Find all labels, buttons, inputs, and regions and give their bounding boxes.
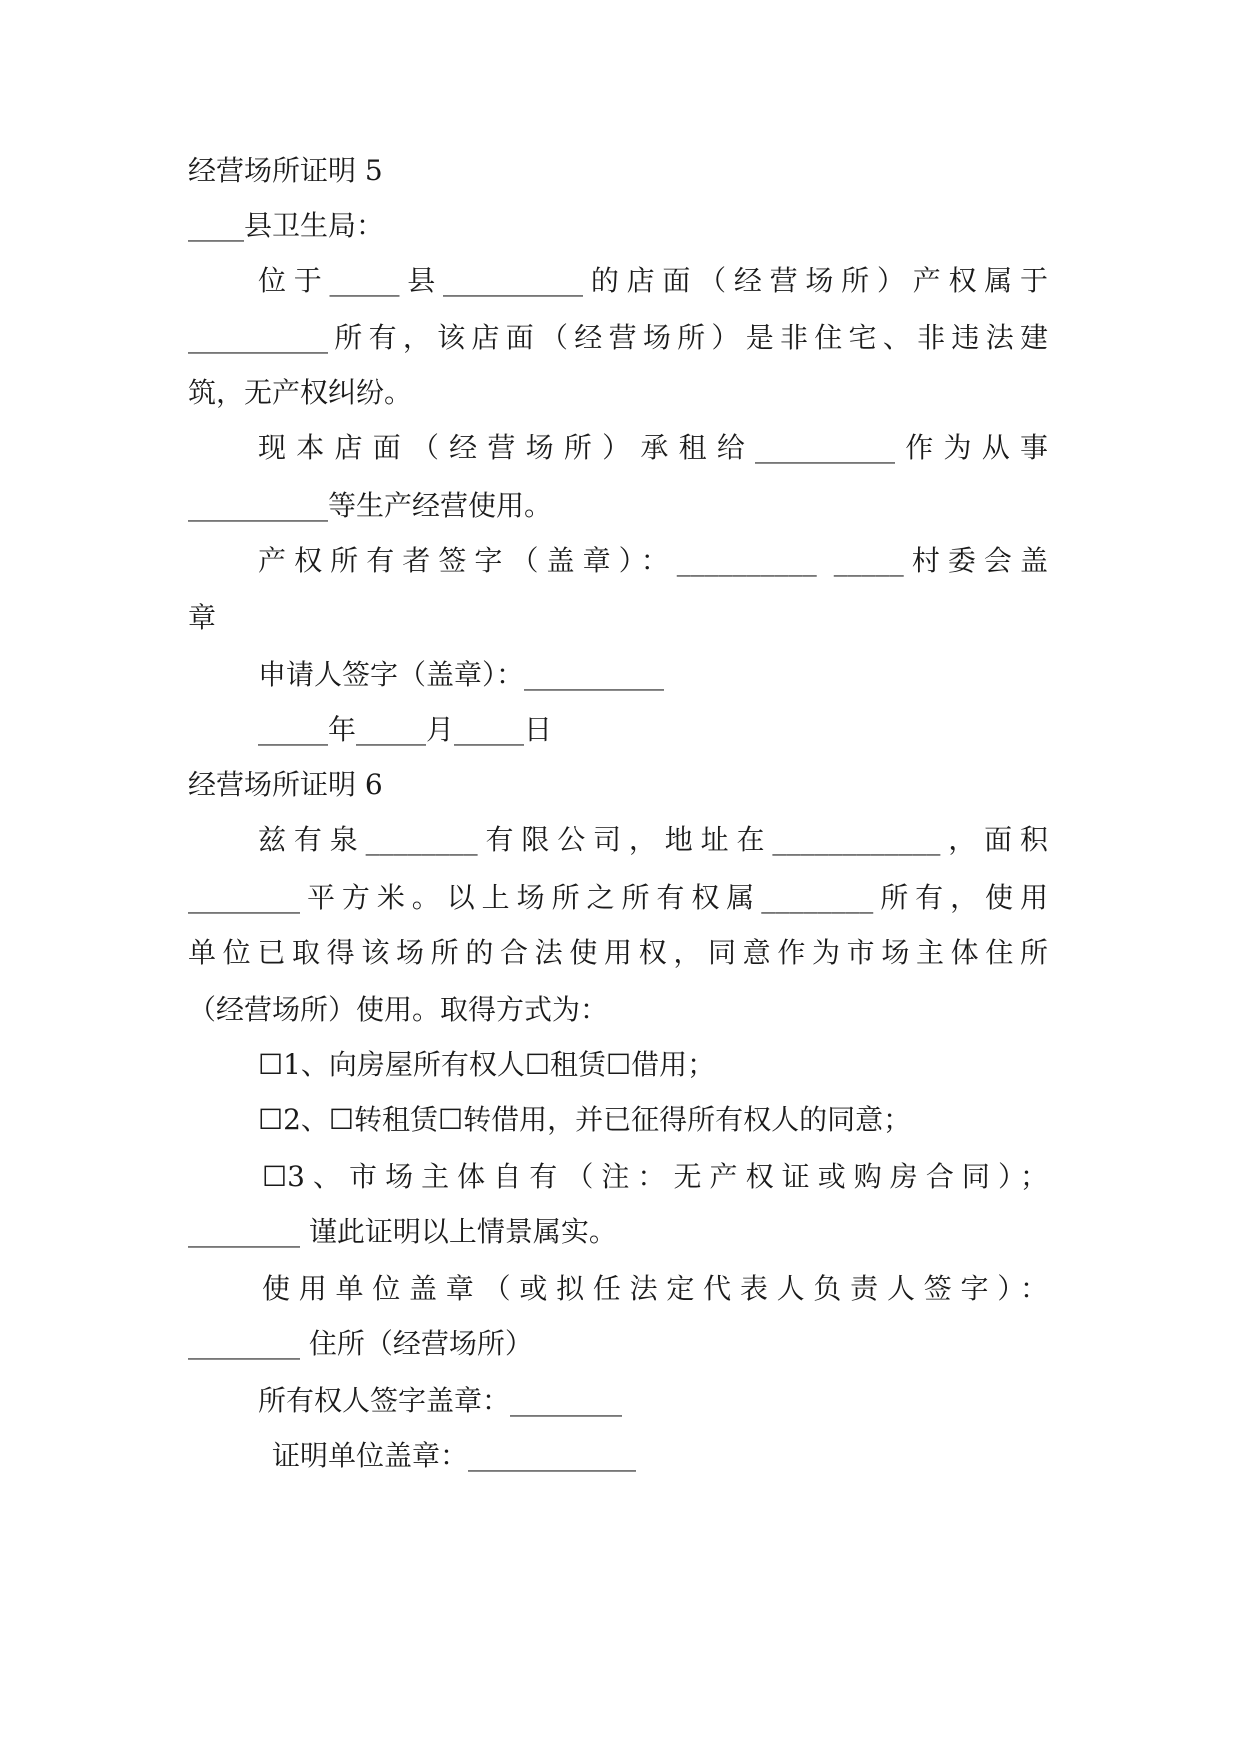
section6-title: 经营场所证明 6 bbox=[188, 768, 383, 801]
section5-para1-line3: 筑，无产权纠纷。 bbox=[188, 376, 413, 409]
section5-para2-line1: 现本店面（经营场所）承租给__________作为从事 bbox=[258, 431, 1048, 464]
section6-para1-line1: 兹有泉________有限公司，地址在____________，面积 bbox=[258, 823, 1048, 856]
section6-certify: ________ 谨此证明以上情景属实。 bbox=[188, 1215, 617, 1248]
section5-para1-line1: 位于_____县__________的店面（经营场所）产权属于 bbox=[258, 264, 1048, 297]
section6-para1-line2: ________平方米。以上场所之所有权属________所有，使用 bbox=[188, 881, 1048, 914]
section5-title: 经营场所证明 5 bbox=[188, 154, 383, 187]
section6-para1-line4: （经营场所）使用。取得方式为： bbox=[188, 993, 609, 1026]
section5-para3-line1: 产权所有者签字（盖章）：__________ _____村委会盖 bbox=[258, 544, 1048, 577]
section6-para1-line3: 单位已取得该场所的合法使用权，同意作为市场主体住所 bbox=[188, 936, 1048, 969]
section5-applicant-sign: 申请人签字（盖章）：__________ bbox=[258, 658, 665, 691]
section6-option2: ☐2、☐转租赁☐转借用，并已征得所有权人的同意； bbox=[258, 1103, 912, 1136]
section6-option1: ☐1、向房屋所有权人☐租赁☐借用； bbox=[258, 1048, 716, 1081]
section6-option3: ☐3、市场主体自有（注：无产权证或购房合同）； bbox=[262, 1160, 1048, 1193]
section6-owner-sign: 所有权人签字盖章：________ bbox=[258, 1384, 623, 1417]
section5-para1-line2: __________所有，该店面（经营场所）是非住宅、非违法建 bbox=[188, 321, 1048, 354]
section5-salutation: ____县卫生局： bbox=[188, 209, 385, 242]
section5-para3-line2: 章 bbox=[188, 601, 217, 634]
section6-stamp-line2: ________ 住所（经营场所） bbox=[188, 1327, 533, 1360]
section6-cert-unit: 证明单位盖章：____________ bbox=[272, 1439, 637, 1472]
section6-stamp-line1: 使用单位盖章（或拟任法定代表人负责人签字）： bbox=[262, 1272, 1048, 1305]
section5-para2-line2: __________等生产经营使用。 bbox=[188, 489, 553, 522]
section5-date: _____年_____月_____日 bbox=[258, 713, 553, 746]
